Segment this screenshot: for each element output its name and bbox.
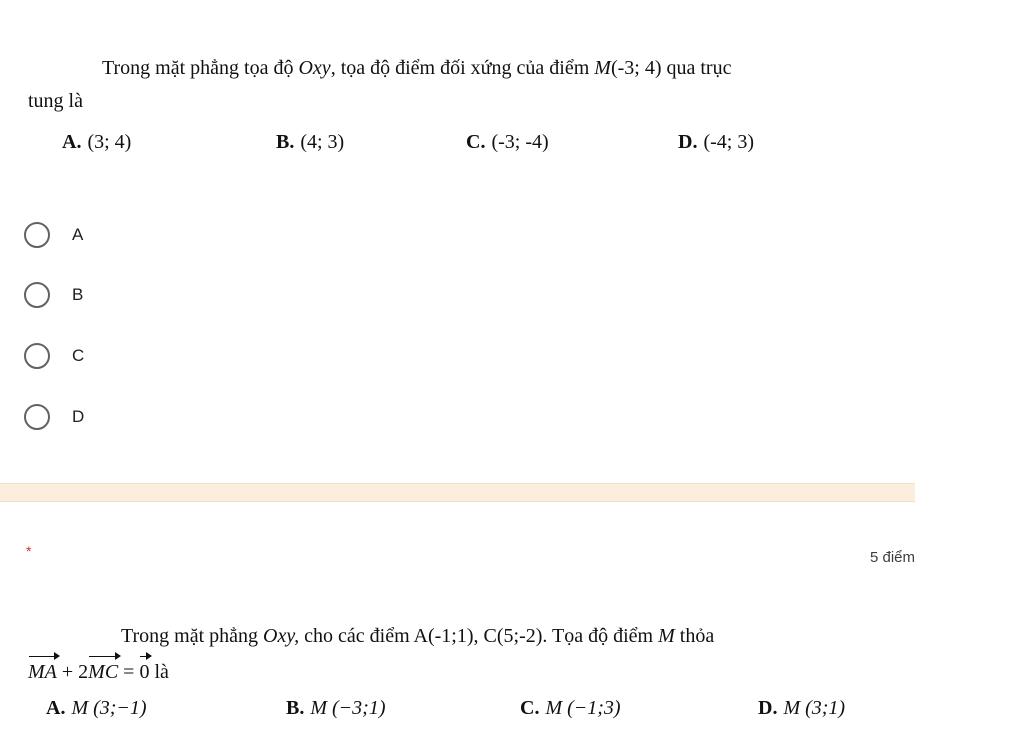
question-1-option-c: C. (-3; -4) [466,131,549,153]
radio-label: D [72,407,85,426]
radio-button[interactable] [24,343,50,369]
question-1-line-1: Trong mặt phẳng tọa độ Oxy, tọa độ điểm đối xứng của điểm M(-3; 4) qua trục [102,57,732,79]
question-2-option-d: D. M (3;1) [758,697,846,719]
radio-choice-a[interactable] [24,219,83,251]
question-1-option-d: D. (-4; 3) [678,131,754,153]
question-1-text [28,52,918,118]
question-2-option-b: B. M (−3;1) [286,697,386,719]
radio-button[interactable] [24,282,50,308]
question-2-option-a: A. M (3;−1) [46,697,147,719]
zero-vector: 0 [139,654,149,690]
radio-label: B [72,285,84,304]
section-divider [0,483,915,502]
vector-ma: MA [28,654,57,690]
vector-mc: MC [88,654,118,690]
radio-choice-b[interactable] [24,279,83,311]
radio-choice-c[interactable] [24,340,84,372]
question-2-line-2: MA + 2MC = 0 là [28,661,169,683]
radio-label: C [72,346,85,365]
radio-choice-d[interactable] [24,401,84,433]
radio-button[interactable] [24,222,50,248]
radio-button[interactable] [24,404,50,430]
question-1-option-b: B. (4; 3) [276,131,345,153]
question-1-option-a: A. (3; 4) [62,131,132,153]
question-2-line-1: Trong mặt phẳng Oxy, cho các điểm A(-1;1), C(5;-2). Tọa độ điểm M thỏa [121,625,715,647]
required-asterisk: * [26,543,32,559]
points-label: 5 điểm [869,549,915,566]
question-2-text [28,618,918,690]
question-2-option-c: C. M (−1;3) [520,697,621,719]
question-1-line-2: tung là [28,90,83,112]
radio-label: A [72,225,84,244]
